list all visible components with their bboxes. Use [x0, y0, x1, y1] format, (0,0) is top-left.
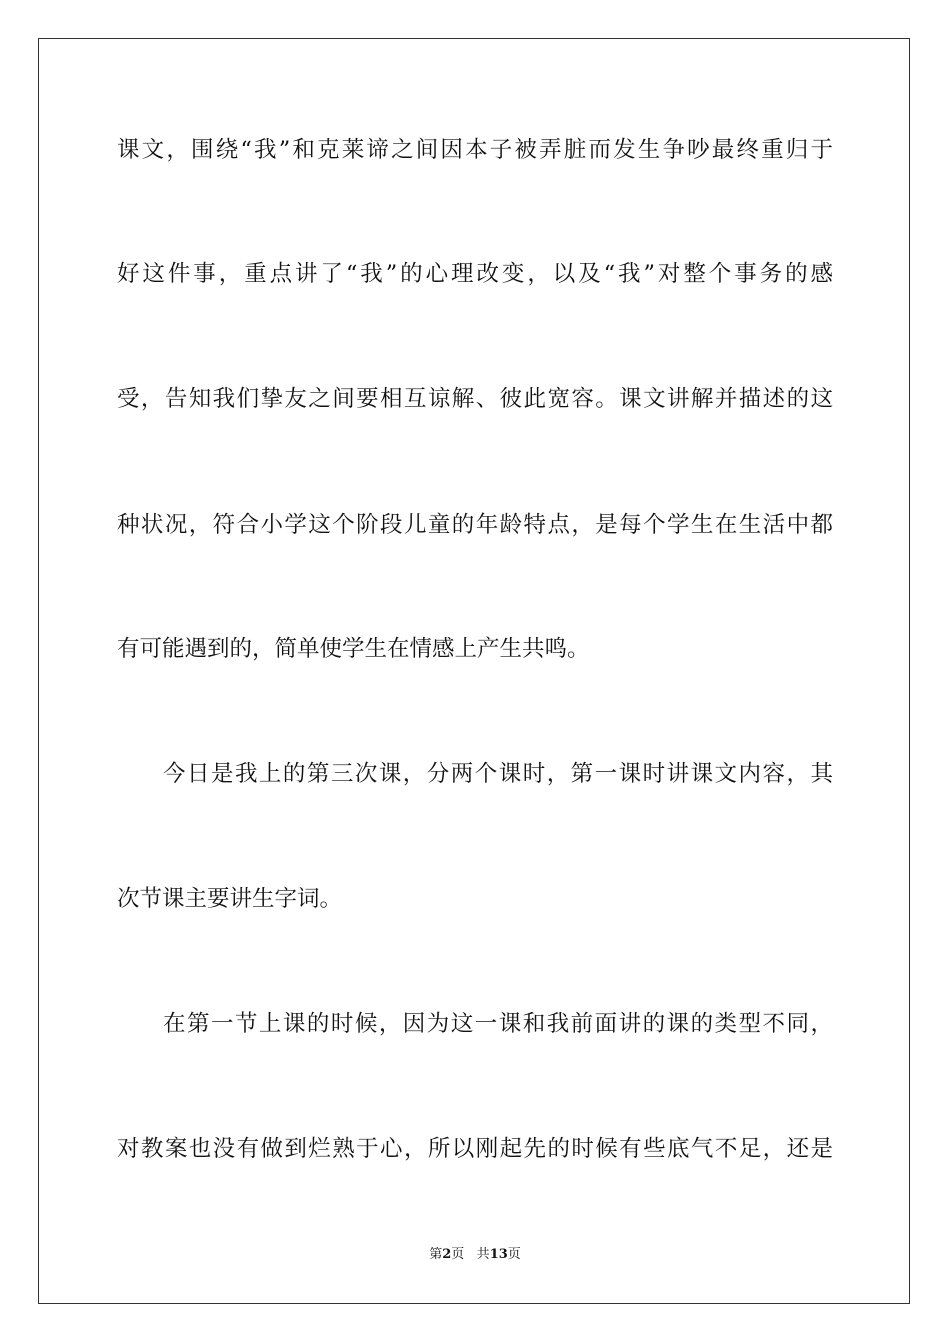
text-line-7: 次节课主要讲生字词。 [117, 886, 343, 912]
page-footer [0, 1246, 950, 1264]
footer-page-prefix: 第 [429, 1247, 443, 1262]
footer-page-number: 2 [442, 1247, 452, 1262]
footer-page-suffix: 页 [451, 1247, 465, 1262]
footer-total-suffix: 页 [507, 1247, 521, 1262]
footer-total-number: 13 [489, 1247, 508, 1262]
text-line-1: 课文，围绕“我”和克莱谛之间因本子被弄脏而发生争吵最终重归于 [117, 137, 833, 163]
footer-total-prefix: 共 [476, 1247, 490, 1262]
text-line-6-paragraph-start: 今日是我上的第三次课，分两个课时，第一课时讲课文内容，其 [163, 761, 833, 787]
text-line-8-paragraph-start: 在第一节上课的时候，因为这一课和我前面讲的课的类型不同， [163, 1011, 833, 1037]
page-border [38, 38, 910, 1304]
text-line-2: 好这件事，重点讲了“我”的心理改变，以及“我”对整个事务的感 [117, 261, 833, 287]
text-line-9: 对教案也没有做到烂熟于心，所以刚起先的时候有些底气不足，还是 [117, 1136, 833, 1162]
text-line-5: 有可能遇到的，简单使学生在情感上产生共鸣。 [117, 636, 590, 662]
text-line-3: 受，告知我们挚友之间要相互谅解、彼此宽容。课文讲解并描述的这 [117, 386, 833, 412]
text-line-4: 种状况，符合小学这个阶段儿童的年龄特点，是每个学生在生活中都 [117, 512, 833, 538]
